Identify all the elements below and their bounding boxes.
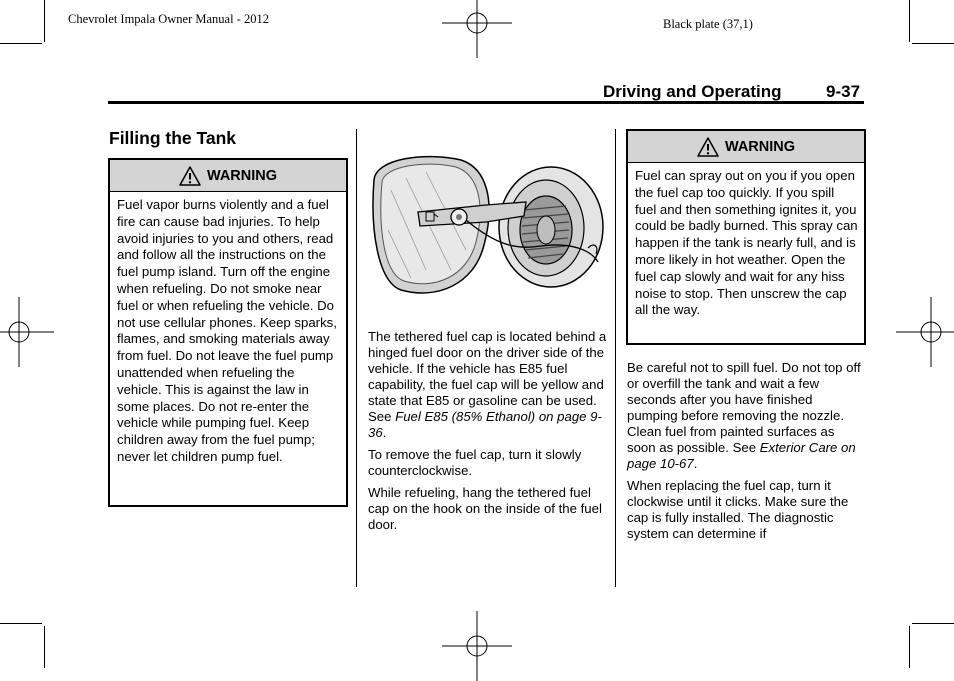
- registration-mark-icon: [442, 611, 512, 681]
- crop-mark: [0, 623, 42, 624]
- registration-mark-icon: [896, 297, 954, 367]
- warning-text: Fuel can spray out on you if you open the fuel cap too quickly. If you spill fuel and then something ignites it, you could be badly burned. This spray can happen if the tank is nearly full, and is more likely in hot weather. Open the fuel cap slowly and wait for any hiss noise to stop. Then unscrew the cap all the way.: [635, 168, 858, 318]
- crop-mark: [909, 0, 910, 42]
- crop-mark: [44, 626, 45, 668]
- registration-mark-icon: [442, 0, 512, 58]
- warning-box-left: [108, 158, 348, 507]
- crop-mark: [44, 0, 45, 42]
- manual-title: Chevrolet Impala Owner Manual - 2012: [68, 12, 269, 26]
- middle-column-text: [368, 329, 610, 539]
- column-divider: [615, 129, 616, 587]
- warning-header: [110, 160, 346, 192]
- column-divider: [356, 129, 357, 587]
- warning-icon: [179, 166, 201, 186]
- warning-icon: [697, 137, 719, 157]
- cross-reference-link[interactable]: Exterior Care on page 10-67: [627, 440, 856, 471]
- page-title: Filling the Tank: [109, 128, 237, 148]
- paragraph-fuel-cap-location: The tethered fuel cap is located behind a hinged fuel door on the driver side of the vehicle. If the vehicle has E85 fuel capability, the fuel cap will be yellow and state that E85 or gasoline can be used. See Fuel E85 (85% Ethanol) on page 9-36.: [368, 329, 607, 440]
- crop-mark: [912, 623, 954, 624]
- paragraph-spill-caution: Be careful not to spill fuel. Do not top off or overfill the tank and wait a few seconds after you have finished pumping before removing the nozzle. Clean fuel from painted surfaces as soon as possible. See Exterior Care on page 10-67.: [627, 360, 861, 471]
- cross-reference-link[interactable]: Fuel E85 (85% Ethanol) on page 9-36: [368, 409, 602, 440]
- paragraph-hang-cap: While refueling, hang the tethered fuel cap on the hook on the inside of the fuel door.: [368, 485, 602, 532]
- warning-label: WARNING: [206, 167, 278, 184]
- registration-mark-icon: [0, 297, 54, 367]
- warning-text: Fuel vapor burns violently and a fuel fire can cause bad injuries. To help avoid injuries to you and others, read and follow all the instructions on the fuel pump island. Turn off the engine when refueling. Do not smoke near fuel or when refueling the vehicle. Do not use cellular phones. Keep sparks, flames, and smoking materials away from fuel. Do not leave the fuel pump unattended when refueling the vehicle. This is against the law in some places. Do not re-enter the vehicle while pumping fuel. Keep children away from the fuel pump; never let children pump fuel.: [117, 197, 337, 464]
- fuel-cap-illustration: [366, 150, 606, 310]
- header-rule: [108, 101, 864, 104]
- crop-mark: [912, 43, 954, 44]
- warning-box-right: [626, 129, 866, 345]
- crop-mark: [909, 626, 910, 668]
- page-number: 9-37: [826, 82, 861, 101]
- paragraph-remove-cap: To remove the fuel cap, turn it slowly counterclockwise.: [368, 447, 582, 478]
- crop-mark: [0, 43, 42, 44]
- paragraph-replace-cap: When replacing the fuel cap, turn it clockwise until it clicks. Make sure the cap is fully installed. The diagnostic system can determine if: [627, 478, 849, 541]
- plate-label: Black plate (37,1): [663, 17, 753, 31]
- warning-label: WARNING: [724, 138, 796, 155]
- right-column-text: [627, 360, 863, 548]
- section-title: Driving and Operating: [603, 82, 782, 101]
- warning-header: [628, 131, 864, 163]
